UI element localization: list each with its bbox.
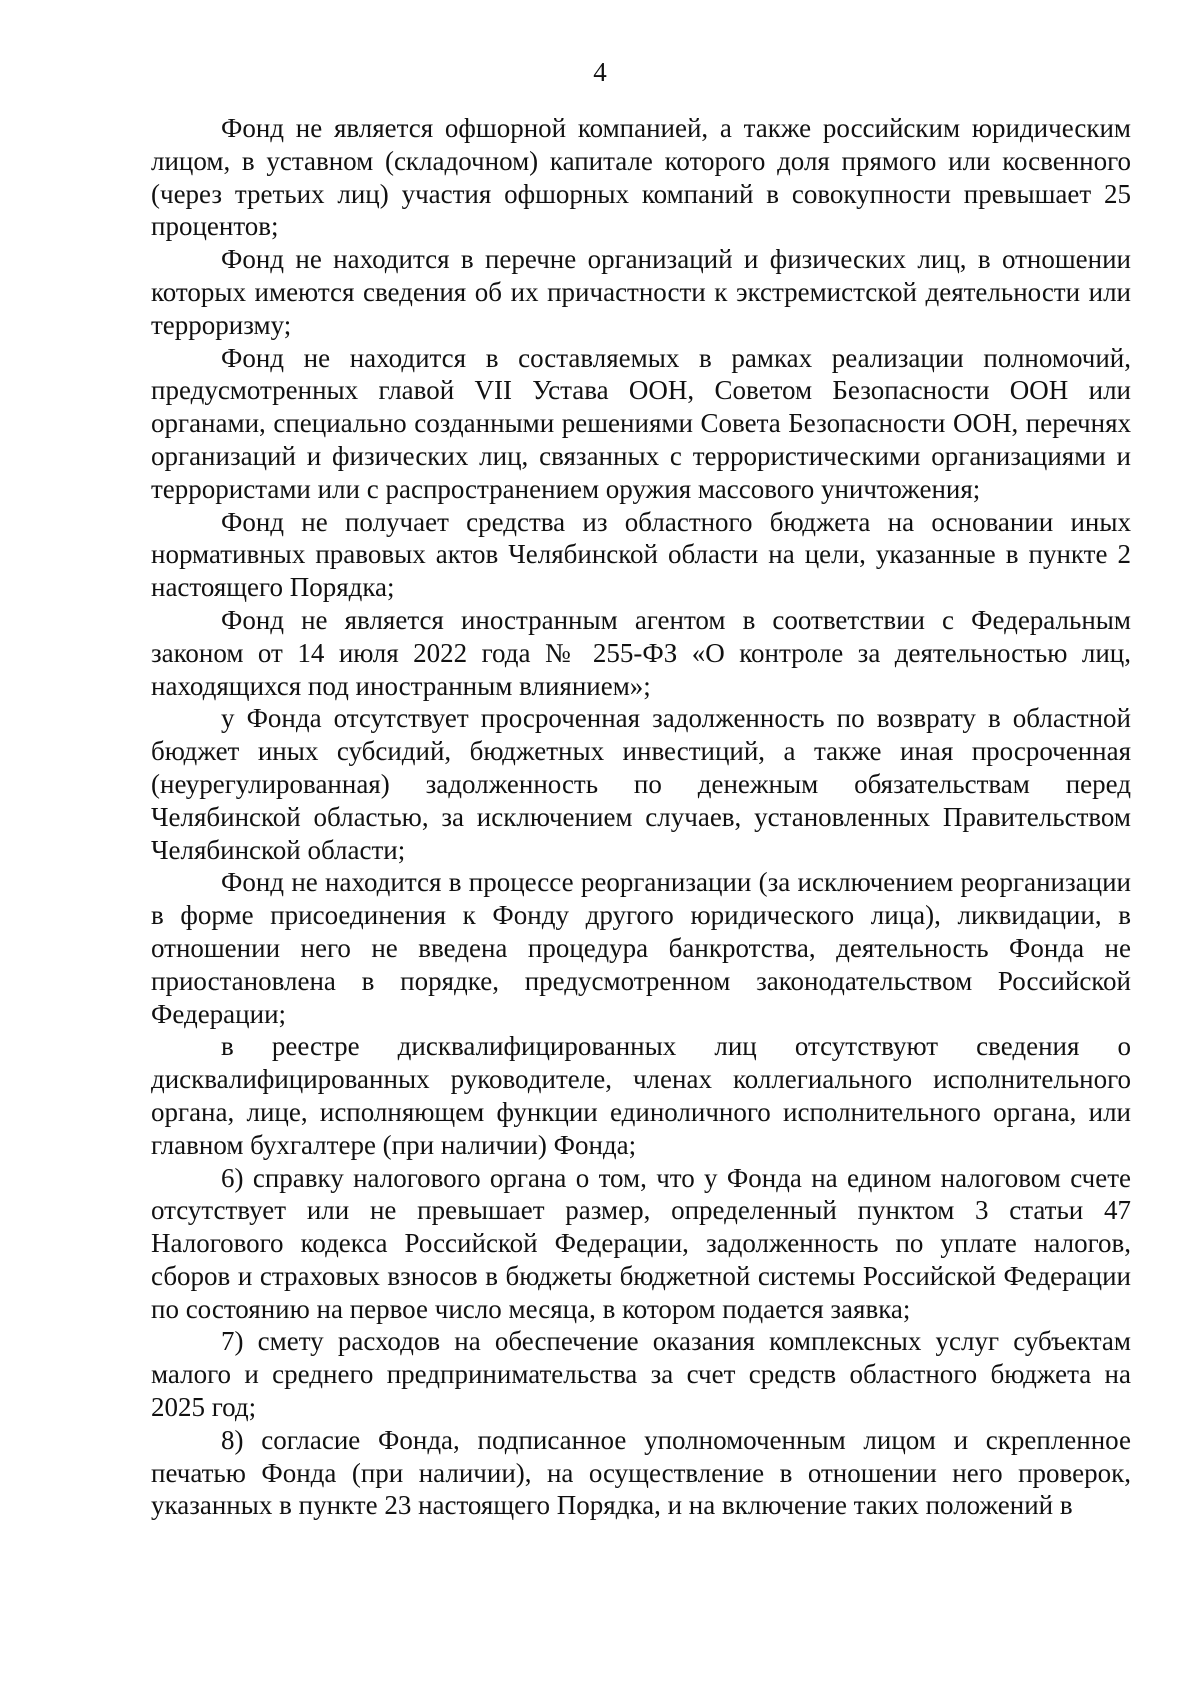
page-number: 4 [593, 57, 607, 87]
paragraph-reorganization: Фонд не находится в процессе реорганизации (за исключением реорганизации в форме присоединения к Фонду другого юридического лица), ликвидации, в отношении него не введена процедура банкротства, деятельность Фонда не приостановлена в порядке, предусмотренном законодательством Российской Федерации; [151, 867, 1131, 1029]
paragraph-extremism-list: Фонд не находится в перечне организаций и физических лиц, в отношении которых имеются сведения об их причастности к экстремистской деятельности или терроризму; [151, 244, 1131, 340]
paragraph-cost-estimate: 7) смету расходов на обеспечение оказания комплексных услуг субъектам малого и среднего предпринимательства за счет средств областного бюджета на 2025 год; [151, 1326, 1131, 1423]
paragraph-offshore-status: Фонд не является офшорной компанией, а также российским юридическим лицом, в уставном (складочном) капитале которого доля прямого или косвенного (через третьих лиц) участия офшорных компаний в совокупности превышает 25 процентов; [151, 113, 1131, 242]
paragraph-foreign-agent-status: Фонд не является иностранным агентом в соответствии с Федеральным законом от 14 июля 2022 года № 255-ФЗ «О контроле за деятельностью лиц, находящихся под иностранным влиянием»; [151, 604, 1131, 701]
paragraph-consent-to-inspections: 8) согласие Фонда, подписанное уполномоченным лицом и скрепленное печатью Фонда (при наличии), на осуществление в отношении него проверок, указанных в пункте 23 настоящего Порядка, и на включение таких положений в [151, 1424, 1131, 1521]
paragraph-no-other-budget-funds: Фонд не получает средства из областного бюджета на основании иных нормативных правовых актов Челябинской области на цели, указанные в пункте 2 настоящего Порядка; [151, 506, 1131, 603]
paragraph-tax-certificate: 6) справку налогового органа о том, что у Фонда на едином налоговом счете отсутствует или не превышает размер, определенный пунктом 3 статьи 47 Налогового кодекса Российской Федерации, задолженность по уплате налогов, сборов и страховых взносов в бюджеты бюджетной системы Российской Федерации по состоянию на первое число месяца, в котором подается заявка; [151, 1162, 1131, 1324]
document-body [151, 112, 1131, 1522]
paragraph-overdue-debt: у Фонда отсутствует просроченная задолженность по возврату в областной бюджет иных субсидий, бюджетных инвестиций, а также иная просроченная (неурегулированная) задолженность по денежным обязательствам перед Челябинской областью, за исключением случаев, установленных Правительством Челябинской области; [151, 703, 1131, 865]
paragraph-un-sanctions-list: Фонд не находится в составляемых в рамках реализации полномочий, предусмотренных главой VII Устава ООН, Советом Безопасности ООН или органами, специально созданными решениями Совета Безопасности ООН, перечнях организаций и физических лиц, связанных с террористическими организациями и террористами или с распространением оружия массового уничтожения; [151, 342, 1131, 504]
paragraph-disqualified-persons: в реестре дисквалифицированных лиц отсутствуют сведения о дисквалифицированных руководителе, членах коллегиального исполнительного органа, лице, исполняющем функции единоличного исполнительного органа, или главном бухгалтере (при наличии) Фонда; [151, 1031, 1131, 1160]
